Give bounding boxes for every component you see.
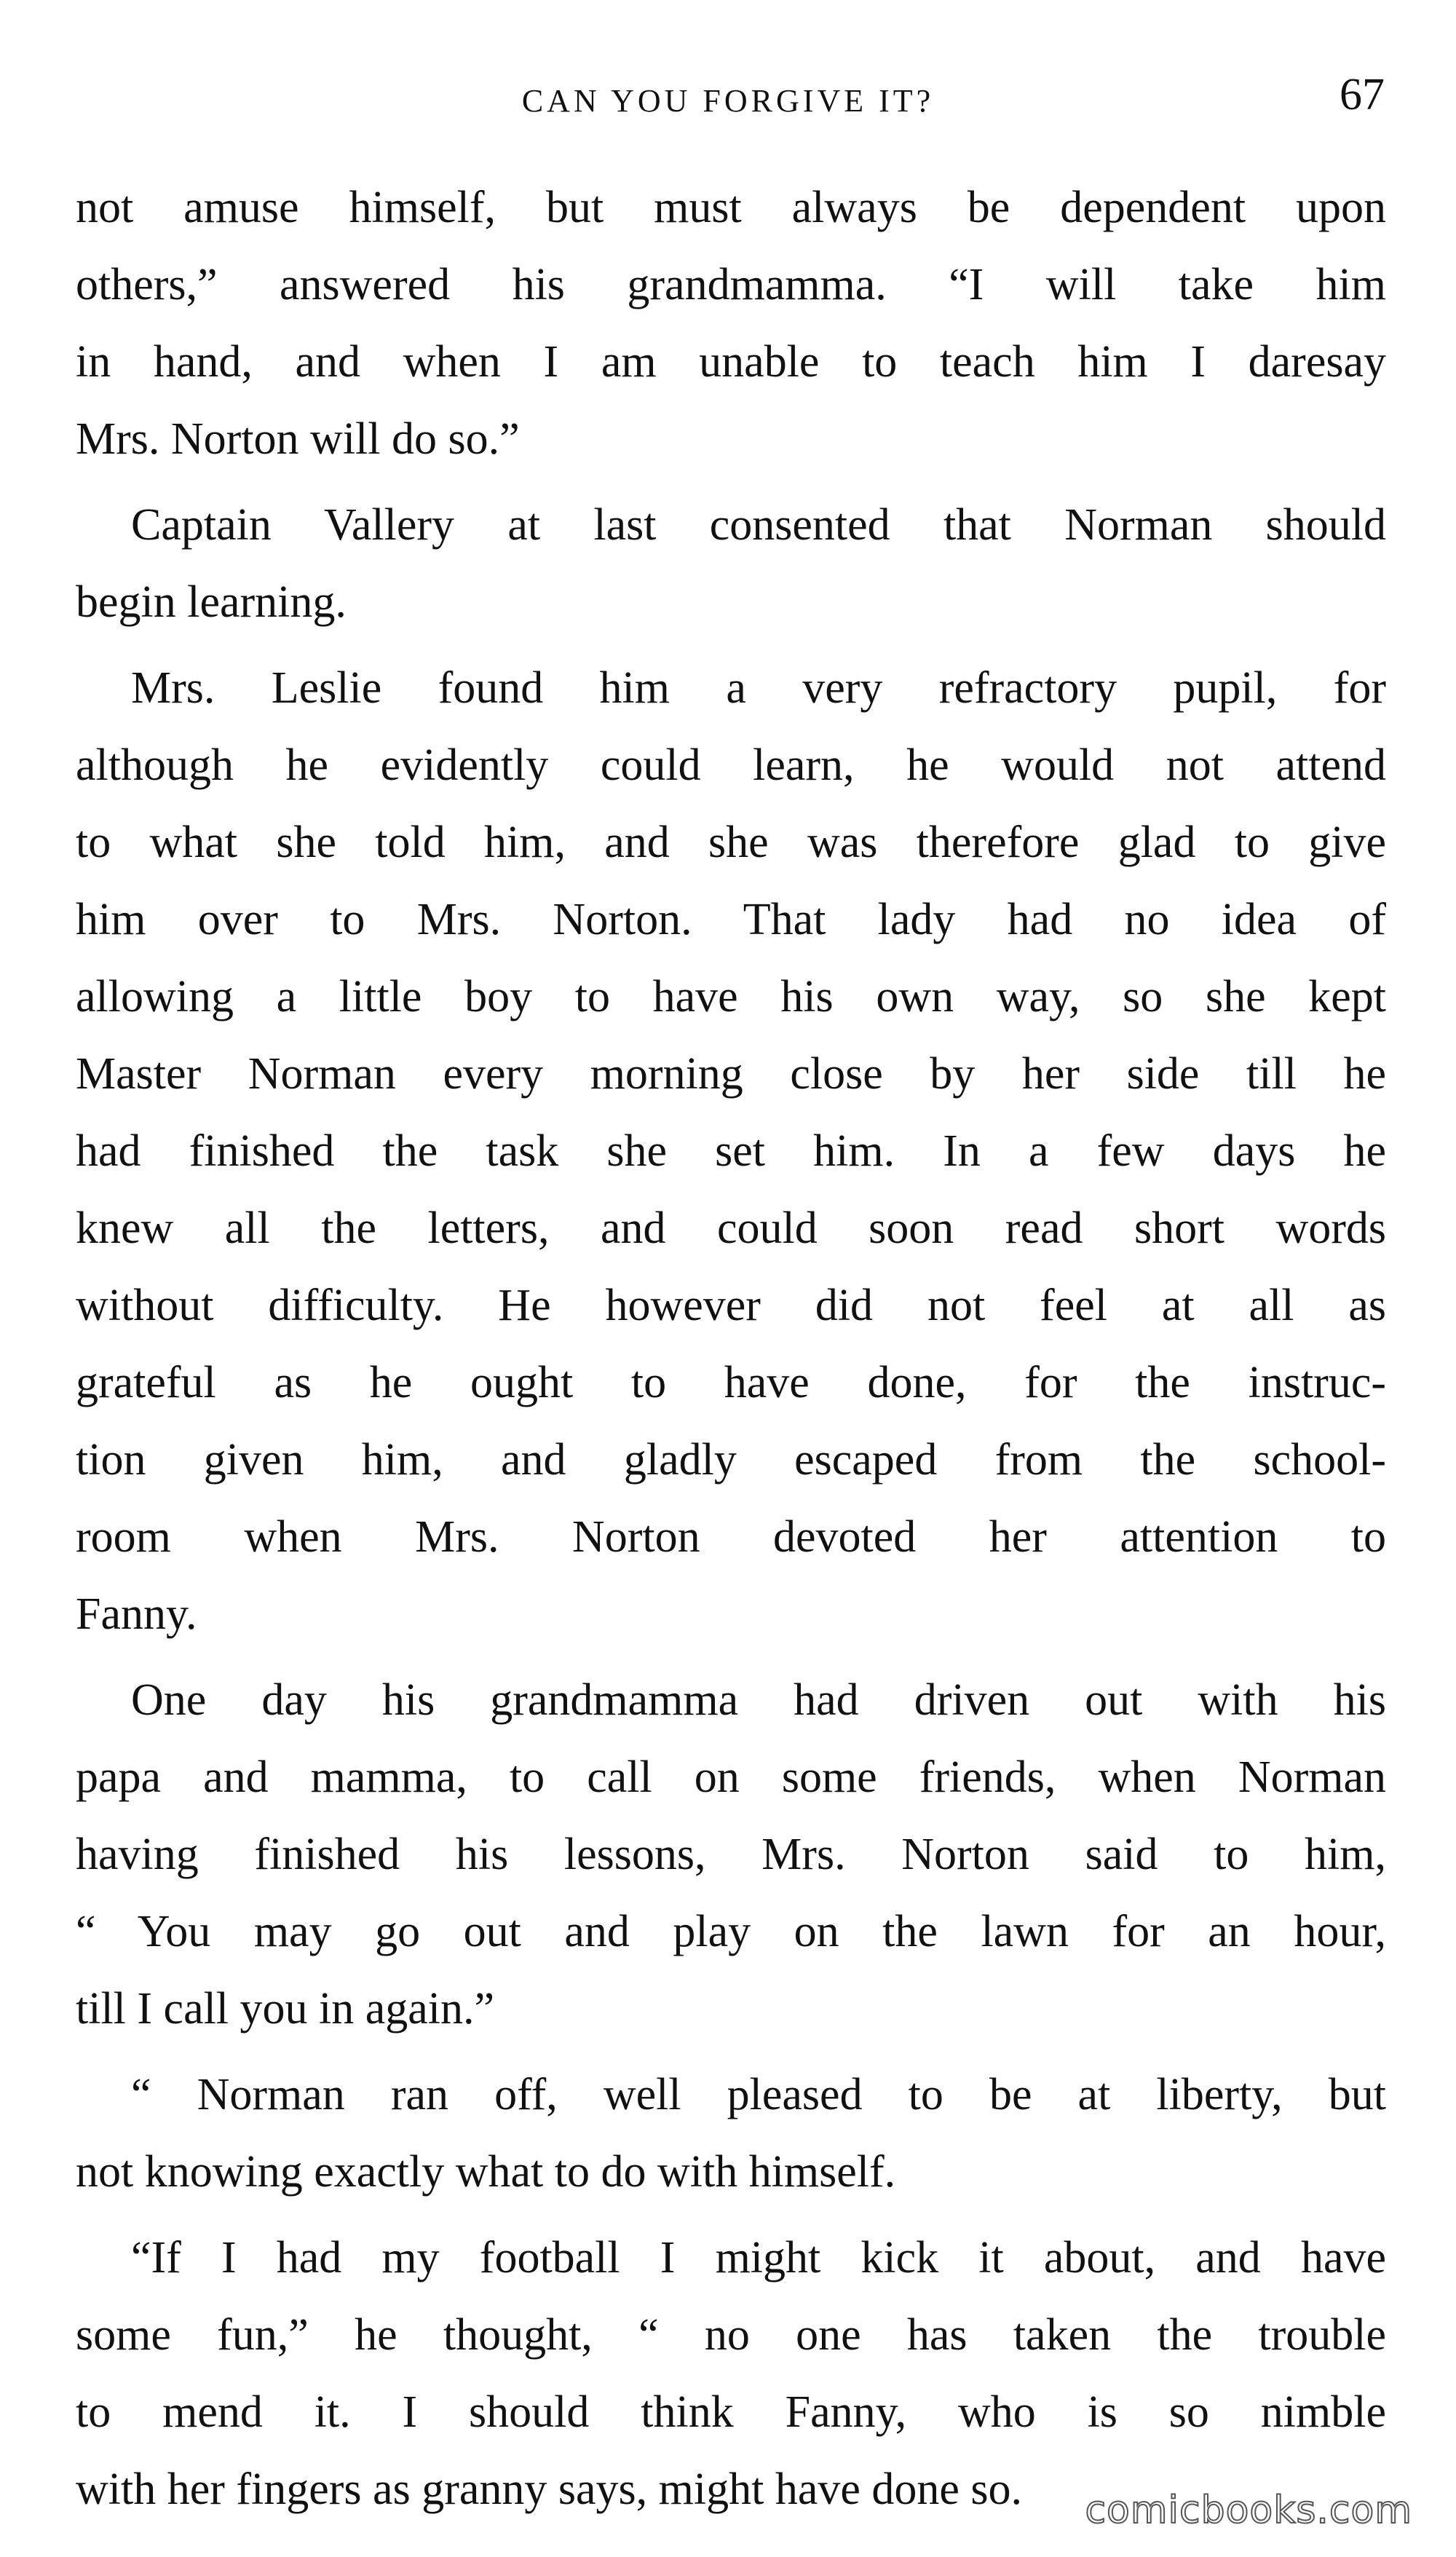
- running-title: CAN YOU FORGIVE IT?: [521, 83, 935, 119]
- text-line: had finished the task she set him. In a few days he: [76, 1126, 1386, 1176]
- text-line: some fun,” he thought, “ no one has taken the trouble: [76, 2310, 1386, 2360]
- text-line: in hand, and when I am unable to teach him I daresay: [76, 337, 1386, 387]
- text-line: papa and mamma, to call on some friends, when Norman: [76, 1752, 1386, 1802]
- text-line: to mend it. I should think Fanny, who is so nimble: [76, 2387, 1386, 2437]
- text-line: allowing a little boy to have his own way, so she kept: [76, 972, 1386, 1021]
- text-line: One day his grandmamma had driven out with his: [131, 1675, 1386, 1725]
- text-line: Mrs. Leslie found him a very refractory pupil, for: [131, 663, 1386, 713]
- page-number: 67: [1340, 70, 1385, 119]
- text-line: room when Mrs. Norton devoted her attention to: [76, 1512, 1386, 1562]
- text-line: Mrs. Norton will do so.”: [76, 414, 520, 464]
- text-line: others,” answered his grandmamma. “I will take him: [76, 260, 1386, 309]
- text-line: begin learning.: [76, 577, 347, 627]
- text-line: not amuse himself, but must always be dependent upon: [76, 183, 1386, 232]
- text-line: him over to Mrs. Norton. That lady had no idea of: [76, 895, 1386, 944]
- text-line: tion given him, and gladly escaped from the school-: [76, 1435, 1386, 1485]
- text-line: knew all the letters, and could soon read short words: [76, 1204, 1386, 1253]
- paragraph: [76, 1661, 1386, 2047]
- text-line: Fanny.: [76, 1589, 197, 1639]
- watermark-logo: comicbooks.com: [1085, 2489, 1412, 2532]
- body-text: [76, 169, 1386, 2528]
- text-line: Captain Vallery at last consented that Norman should: [131, 500, 1386, 550]
- text-line: Master Norman every morning close by her side till he: [76, 1049, 1386, 1099]
- text-line: with her fingers as granny says, might have done so.: [76, 2465, 1023, 2514]
- text-line: although he evidently could learn, he would not attend: [76, 740, 1386, 790]
- paragraph: [76, 2219, 1386, 2528]
- text-line: “If I had my football I might kick it about, and have: [131, 2233, 1386, 2283]
- text-line: without difficulty. He however did not feel at all as: [76, 1281, 1386, 1330]
- paragraph: [76, 2056, 1386, 2210]
- text-line: “ You may go out and play on the lawn for an hour,: [76, 1907, 1386, 1956]
- paragraph: [76, 649, 1386, 1653]
- paragraph: [76, 169, 1386, 478]
- text-line: grateful as he ought to have done, for the instruc-: [76, 1358, 1386, 1407]
- text-line: till I call you in again.”: [76, 1984, 495, 2034]
- page-header: [0, 69, 1456, 127]
- text-line: “ Norman ran off, well pleased to be at liberty, but: [131, 2070, 1386, 2119]
- paragraph: [76, 486, 1386, 641]
- text-line: to what she told him, and she was therefore glad to give: [76, 818, 1386, 867]
- text-line: not knowing exactly what to do with himself.: [76, 2147, 896, 2197]
- text-line: having finished his lessons, Mrs. Norton said to him,: [76, 1830, 1386, 1879]
